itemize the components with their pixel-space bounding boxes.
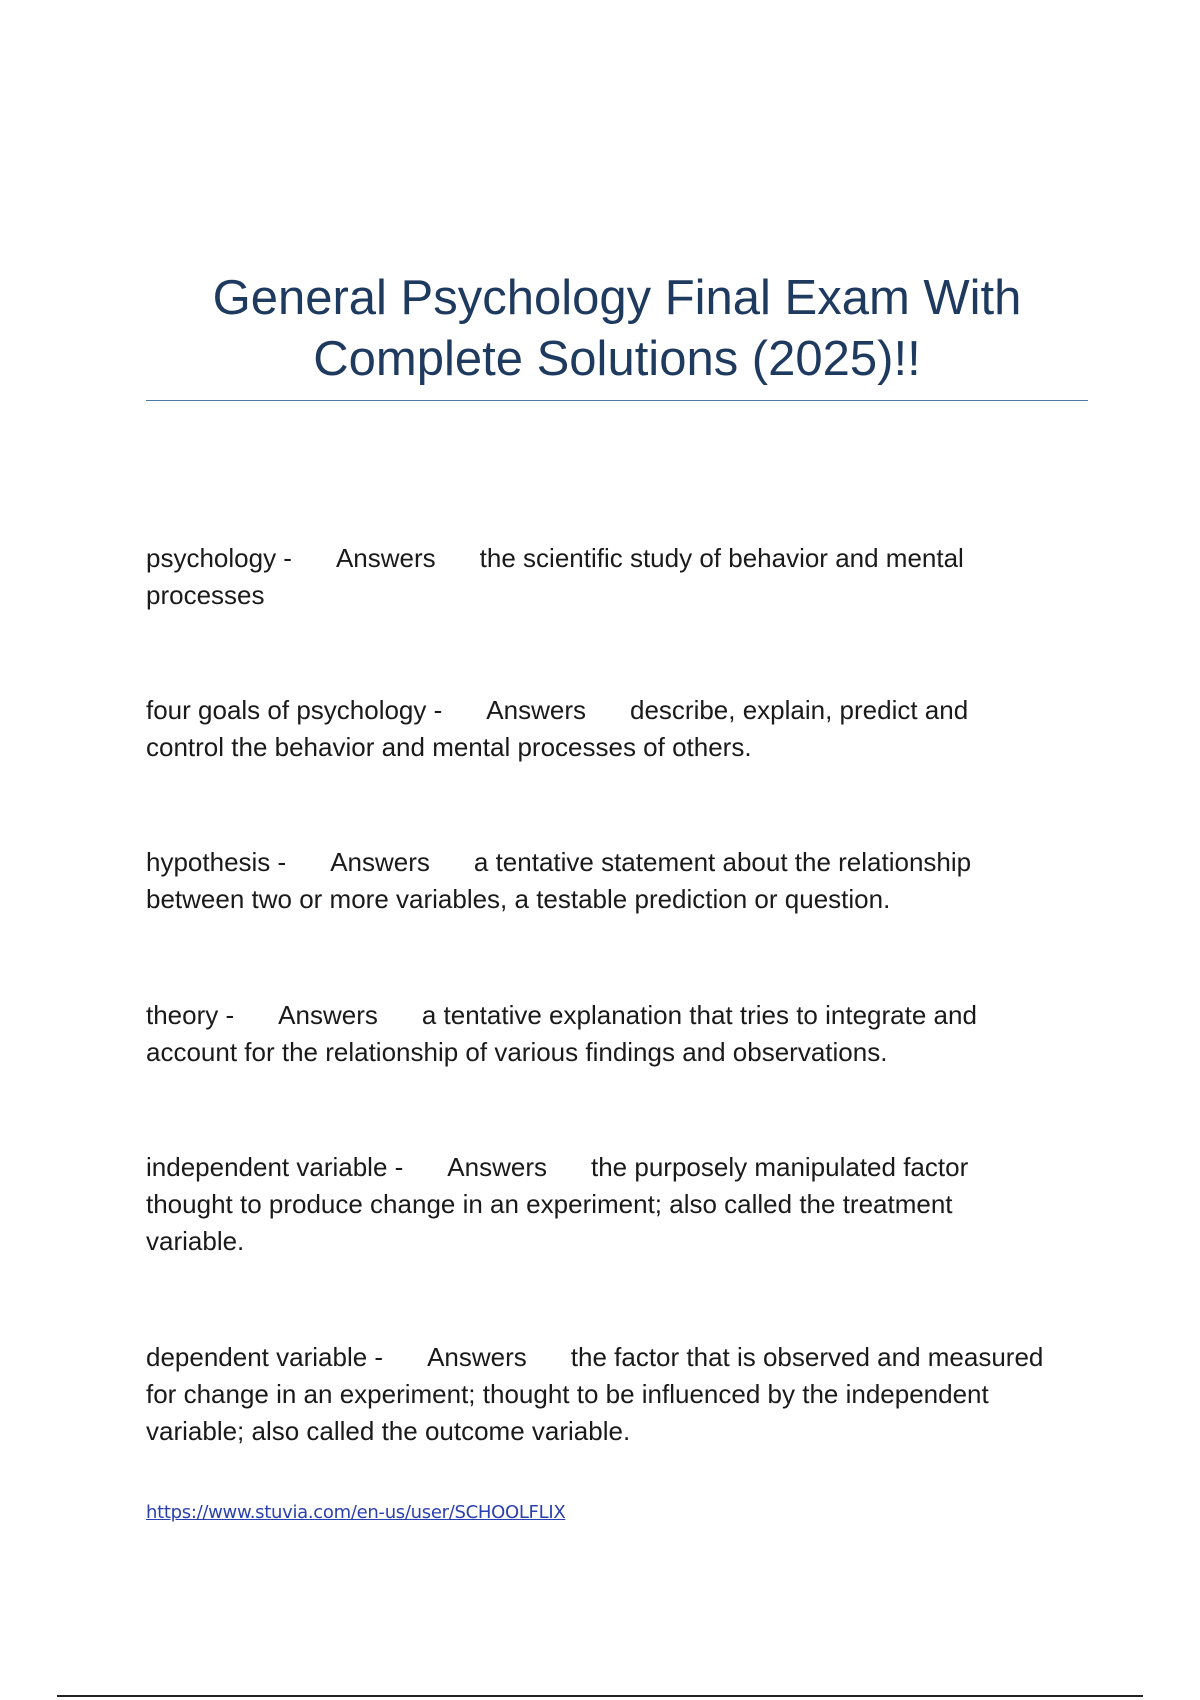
- entry-answer-label: Answers: [427, 1342, 527, 1372]
- entry-answer-label: Answers: [447, 1152, 547, 1182]
- qa-entry-hypothesis: [146, 844, 1046, 918]
- footer-divider: [57, 1695, 1143, 1697]
- entry-answer-label: Answers: [486, 695, 586, 725]
- page-title: [146, 268, 1088, 401]
- qa-entry-dependent-variable: [146, 1339, 1046, 1450]
- stuvia-profile-link[interactable]: https://www.stuvia.com/en-us/user/SCHOOLFLIX: [146, 1502, 566, 1523]
- entry-term: hypothesis -: [146, 847, 287, 877]
- entry-term: psychology -: [146, 543, 292, 573]
- entry-answer-label: Answers: [278, 1000, 378, 1030]
- entry-term: dependent variable -: [146, 1342, 384, 1372]
- entry-definition: the purposely manipulated factor thought to produce change in an experiment; also called the treatment variable.: [146, 1152, 969, 1256]
- entry-term: four goals of psychology -: [146, 695, 443, 725]
- qa-entry-psychology: [146, 540, 1046, 614]
- entry-answer-label: Answers: [335, 543, 436, 573]
- entry-definition: the scientific study of behavior and mental processes: [146, 543, 964, 610]
- entry-term: independent variable -: [146, 1152, 404, 1182]
- entry-definition: a tentative explanation that tries to integrate and account for the relationship of various findings and observations.: [146, 1000, 977, 1067]
- entry-definition: a tentative statement about the relationship between two or more variables, a testable prediction or question.: [146, 847, 972, 914]
- title-line-1: General Psychology Final Exam With: [212, 271, 1022, 325]
- entry-definition: describe, explain, predict and control the behavior and mental processes of others.: [146, 695, 969, 762]
- entry-definition: the factor that is observed and measured for change in an experiment; thought to be influenced by the independent variable; also called the outcome variable.: [146, 1342, 1044, 1446]
- qa-entry-theory: [146, 997, 1046, 1071]
- title-block: [146, 268, 1088, 401]
- entry-term: theory -: [146, 1000, 235, 1030]
- qa-entry-independent-variable: [146, 1149, 1046, 1260]
- entry-answer-label: Answers: [330, 847, 430, 877]
- title-line-2: Complete Solutions (2025)!!: [313, 332, 921, 386]
- qa-entry-four-goals: [146, 692, 1046, 766]
